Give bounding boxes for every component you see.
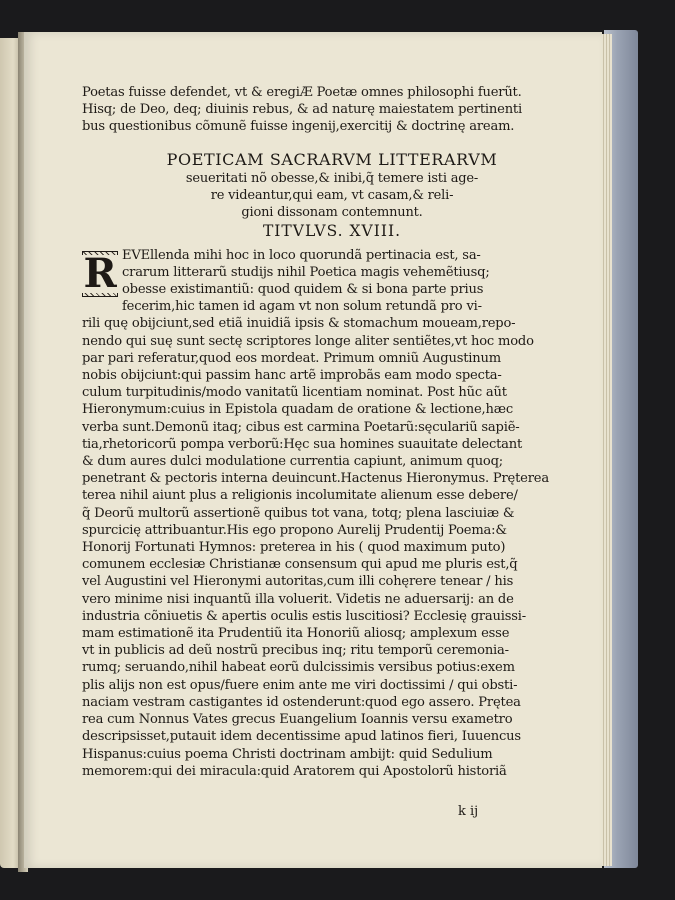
heading-line: POETICAM SACRARVM LITTERARVM <box>166 149 498 169</box>
text-line: bus questionibus cõmunẽ fuisse ingenij,exercitij & doctrinę aream. <box>82 119 515 135</box>
signature-mark: k ij <box>458 804 479 819</box>
text-line: terea nihil aiunt plus a religionis incolumitate alienum esse debere/ <box>82 488 518 504</box>
text-line: vel Augustini vel Hieronymi autoritas,cum illi cohęrere tenear / his <box>82 574 514 590</box>
text-line: & dum aures dulci modulatione currentia capiunt, animum quoq; <box>82 454 503 470</box>
heading-line: gioni dissonam contemnunt. <box>241 204 423 220</box>
decorated-initial-icon <box>82 251 118 297</box>
text-line: tia,rhetoricorũ pompa verborũ:Hęc sua homines suauitate delectant <box>82 436 523 452</box>
text-line: q̃ Deorũ multorũ assertionẽ quibus tot vana, totq; plena lasciuiæ & <box>82 505 515 521</box>
text-line: Poetas fuisse defendet, vt & eregiÆ Poetæ omnes philosophi fuerũt. <box>82 85 522 100</box>
text-line: vt in publicis ad deũ nostrũ precibus inq; ritu temporũ ceremonia- <box>82 643 509 659</box>
body-paragraph <box>82 247 582 780</box>
page-text <box>82 84 582 780</box>
text-line: nobis obijciunt:qui passim hanc artẽ improbãs eam modo specta- <box>82 368 502 384</box>
text-line: Hispanus:cuius poema Christi doctrinam ambijt: quid Sedulium <box>82 746 493 762</box>
text-line: nendo qui suę sunt sectę scriptores longe aliter sentiẽtes,vt hoc modo <box>82 333 534 349</box>
text-line: descripsisset,putauit idem decentissime apud latinos fieri, Iuuencus <box>82 729 521 745</box>
text-line: rili quę obijciunt,sed etiã inuidiã ipsis & stomachum moueam,repo- <box>82 316 516 332</box>
text-line: spurcicię attribuantur.His ego propono Aurelij Prudentij Poema:& <box>82 522 507 538</box>
text-line: penetrant & pectoris interna deuincunt.Hactenus Hieronymus. Pręterea <box>82 471 549 487</box>
text-line: industria cõniuetis & apertis oculis estis luscitiosi? Ecclesię grauissi- <box>82 608 527 624</box>
text-line: mam estimationẽ ita Prudentiũ ita Honoriũ aliosq; amplexum esse <box>82 626 510 642</box>
text-line: culum turpitudinis/modo vanitatũ licentiam nominat. Post hũc aũt <box>82 385 507 401</box>
text-line: Hieronymum:cuius in Epistola quadam de oratione & lectione,hæc <box>82 402 513 418</box>
chapter-title: TITVLVS. XVIII. <box>262 221 402 240</box>
text-line: par pari referatur,quod eos mordeat. Primum omniũ Augustinum <box>82 350 501 366</box>
text-line: vero minime nisi inquantũ illa voluerit. Videtis ne aduersarij: an de <box>82 591 514 607</box>
text-line: verba sunt.Demonũ itaq; cibus est carmina Poetarũ:sęculariũ sapiẽ- <box>82 419 520 435</box>
text-line: naciam vestram castigantes id ostenderunt:quod ego assero. Prętea <box>82 694 521 710</box>
text-line: Hisq; de Deo, deq; diuinis rebus, & ad naturę maiestatem pertinenti <box>82 102 522 118</box>
book-page <box>24 32 602 868</box>
text-line: rea cum Nonnus Vates grecus Euangelium Ioannis versu exametro <box>82 712 513 728</box>
text-line: EVEllenda mihi hoc in loco quorundã pertinacia est, sa- <box>122 247 481 263</box>
text-line: crarum litterarũ studijs nihil Poetica magis vehemẽtiusq; <box>122 264 490 280</box>
heading-line: seueritati nõ obesse,& inibi,q̃ temere isti age- <box>185 170 479 186</box>
text-line: obesse existimantiũ: quod quidem & si bona parte prius <box>122 282 484 298</box>
text-line: Honorij Fortunati Hymnos: preterea in his ( quod maximum puto) <box>82 540 506 556</box>
chapter-heading <box>82 150 582 241</box>
top-paragraph <box>82 84 582 136</box>
initial-letter: R <box>83 249 117 297</box>
text-line: rumq; seruando,nihil habeat eorũ dulcissimis versibus potius:exem <box>82 660 515 676</box>
heading-line: re videantur,qui eam, vt casam,& reli- <box>210 187 454 203</box>
text-line: memorem:qui dei miracula:quid Aratorem qui Apostolorũ historiã <box>82 763 507 779</box>
text-line: fecerim,hic tamen id agam vt non solum retundã pro vi- <box>122 299 482 315</box>
text-line: plis alijs non est opus/fuere enim ante me viri doctissimi / qui obsti- <box>82 677 518 693</box>
text-line: comunem ecclesiæ Christianæ consensum qui apud me pluris est,q̃ <box>82 557 518 573</box>
